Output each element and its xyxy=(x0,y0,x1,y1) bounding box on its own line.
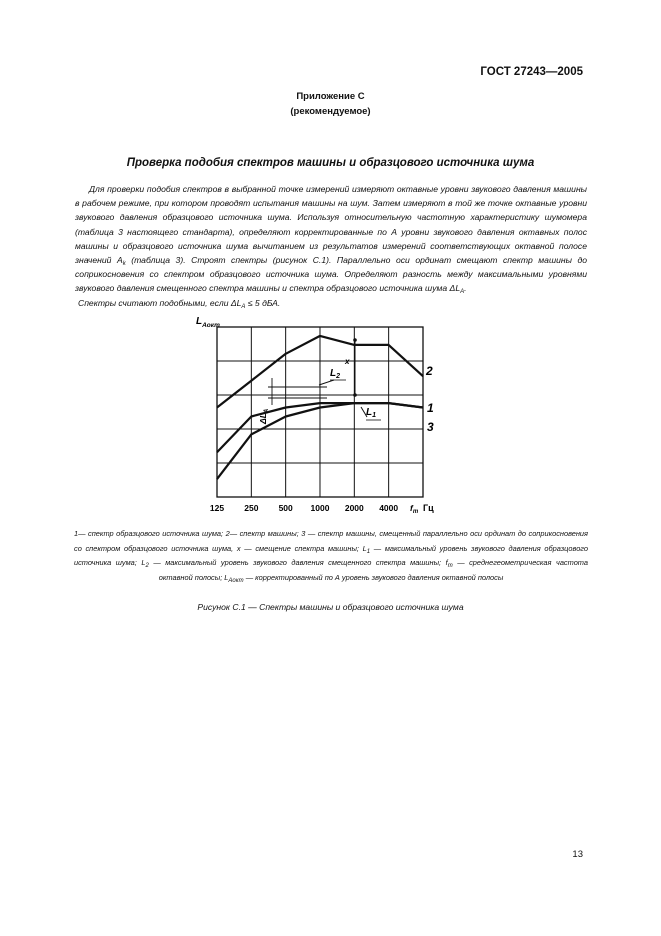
x-axis-unit: Гц xyxy=(423,503,434,513)
x-tick-4000: 4000 xyxy=(379,503,399,513)
x-tick-125: 125 xyxy=(209,503,225,513)
figure-legend: 1— спектр образцового источника шума; 2— спектр машины; 3 — спектр машины, смещенный параллельно оси ординат до соприкосновения со спектром образцового источника шума, x — смещение спектра машины; $L_1$ — максимальный уровень звукового давления образцового источника шума; $L_2$ — максимальный уровень звукового давления смещенного спектра машины; $f_m$ — среднегеометрическая частота октавной полосы; $L_{Aокт}$ — корректированный по А уровень звукового давления октавной полосы xyxy=(74,529,588,584)
L1-label-sub: 1 xyxy=(372,412,377,419)
x-axis-f-label: $f_m$ xyxy=(410,503,419,515)
series-label-1: 1 xyxy=(427,401,434,415)
page-number: 13 xyxy=(572,849,583,860)
L2-leader xyxy=(319,380,334,385)
paragraph-procedure: Для проверки подобия спектров в выбранной точке измерений измеряют октавные уровни звукового давления машины в рабочем режиме, при котором проводят испытания машины на шум. Затем измеряют в той же точке октавные уровни звукового давления образцового источника шума. Используя относительную частотную характеристику шумомера (таблица 3 настоящего стандарта), определяют корректированные по А уровни звукового давления октавных полос машины и образцового источника шума вычитанием из результатов измерений соответствующих октавной полосе значений $A_k$ (таблица 3). Строят спектры (рисунок С.1). Параллельно оси ординат смещают спектр машины до соприкосновения со спектром образцового источника шума. Определяют разность между максимальными уровнями звукового давления смещенного спектра машины и спектра образцового источника шума $\Delta L_A$. xyxy=(75,184,587,296)
standard-number: ГОСТ 27243—2005 xyxy=(480,66,583,78)
section-heading: Проверка подобия спектров машины и образцового источника шума xyxy=(126,157,535,169)
y-axis-label: $L_{Aокт}$ xyxy=(196,316,220,329)
y-axis-label-sub: Aокт xyxy=(202,322,220,329)
L1-label: $L_1$ xyxy=(366,407,377,419)
appendix-subtitle: (рекомендуемое) xyxy=(290,106,371,117)
x-tick-2000: 2000 xyxy=(344,503,364,513)
L2-label: $L_2$ xyxy=(330,368,341,380)
x-tick-500: 500 xyxy=(278,503,293,513)
chart-grid xyxy=(217,327,423,497)
shift-x-label: x xyxy=(345,357,350,366)
paragraph-condition: Спектры считают подобными, если $\Delta L_A \le 5$ дБА. xyxy=(78,297,281,310)
appendix-title: Приложение С xyxy=(296,91,365,102)
L2-label-sub: 2 xyxy=(336,373,341,380)
deltaL-label-sub: A xyxy=(264,408,270,414)
figure-caption: Рисунок С.1 — Спектры машины и образцового источника шума xyxy=(197,602,464,612)
x-tick-1000: 1000 xyxy=(310,503,330,513)
deltaL-label: $\Delta L_A$ xyxy=(258,408,270,424)
x-tick-labels xyxy=(210,503,398,513)
series-label-2: 2 xyxy=(426,364,433,378)
shift-x-arrow-bottom xyxy=(353,393,357,397)
shift-x-arrow-top xyxy=(353,338,357,342)
series-label-3: 3 xyxy=(427,420,434,434)
x-axis-f-sub: m xyxy=(412,509,419,515)
x-tick-250: 250 xyxy=(244,503,259,513)
